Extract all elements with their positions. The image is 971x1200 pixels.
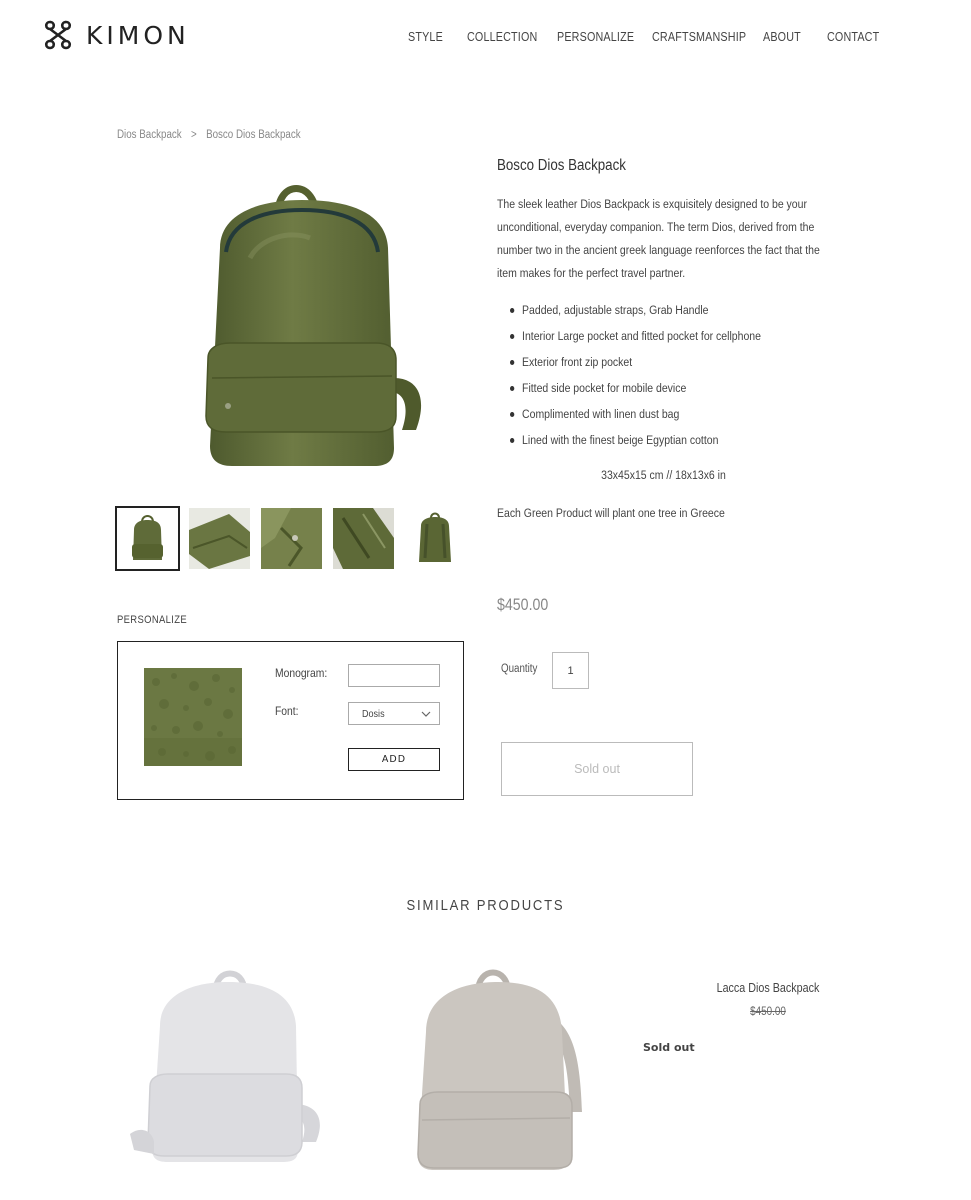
product-description: The sleek leather Dios Backpack is exquisitely designed to be your unconditional, everyday companion. The term Dios, derived from the number two in the ancient greek language reenforces the fact that the item makes for the perfect travel partner. [497,197,820,280]
chevron-down-icon [421,711,431,717]
feature-item: Padded, adjustable straps, Grab Handle [510,299,811,325]
quantity-input[interactable] [552,652,589,689]
feature-item: Lined with the finest beige Egyptian cotton [510,429,811,455]
personalize-heading: PERSONALIZE [117,614,188,626]
similar-product-3-price: $450.00 [750,1006,786,1018]
product-thumbnail-4[interactable] [333,508,394,569]
similar-product-image-2[interactable] [412,962,592,1170]
feature-item: Complimented with linen dust bag [510,403,811,429]
font-label: Font: [275,704,299,718]
nav-craftsmanship[interactable]: CRAFTSMANSHIP [652,30,747,44]
breadcrumb-collection-link[interactable]: Dios Backpack [117,129,182,141]
product-thumbnail-5[interactable] [405,508,466,569]
nav-about[interactable]: ABOUT [763,30,801,44]
logo-mark-icon [42,19,74,51]
product-thumbnail-3[interactable] [261,508,322,569]
nav-collection[interactable]: COLLECTION [467,30,538,44]
breadcrumb-separator: > [191,129,197,141]
quantity-label: Quantity [501,663,538,675]
product-price: $450.00 [497,596,549,614]
feature-item: Exterior front zip pocket [510,351,811,377]
feature-item: Fitted side pocket for mobile device [510,377,811,403]
tree-note: Each Green Product will plant one tree in Greece [497,506,725,520]
backpack-detail-thumbnail-icon [261,508,322,569]
font-select-value: Dosis [362,707,385,720]
similar-product-3-title[interactable]: Lacca Dios Backpack [716,981,820,995]
backpack-thumbnail-icon [117,508,178,569]
add-monogram-button[interactable]: ADD [348,748,440,771]
backpack-detail-thumbnail-icon [333,508,394,569]
nav-personalize[interactable]: PERSONALIZE [557,30,635,44]
sold-out-button[interactable]: Sold out [501,742,693,796]
product-thumbnail-1[interactable] [117,508,178,569]
feature-list [510,299,860,455]
logo[interactable] [42,18,190,52]
font-select[interactable] [348,702,440,725]
logo-text: KIMON [86,20,190,50]
nav-style[interactable]: STYLE [408,30,443,44]
product-dimensions: 33x45x15 cm // 18x13x6 in [601,468,726,482]
backpack-back-thumbnail-icon [405,508,466,569]
similar-product-image-1[interactable] [130,966,325,1164]
breadcrumb-current[interactable]: Bosco Dios Backpack [206,129,301,141]
product-main-image [190,178,430,470]
feature-item: Interior Large pocket and fitted pocket for cellphone [510,325,811,351]
product-thumbnail-2[interactable] [189,508,250,569]
monogram-label: Monogram: [275,666,328,680]
nav-contact[interactable]: CONTACT [827,30,880,44]
leather-swatch-image [144,668,242,766]
breadcrumb [117,129,301,141]
similar-products-heading: SIMILAR PRODUCTS [406,898,565,914]
product-title: Bosco Dios Backpack [497,157,626,174]
similar-product-3-sold-out-badge: Sold out [643,1041,695,1054]
monogram-input[interactable] [348,664,440,687]
backpack-detail-thumbnail-icon [189,508,250,569]
